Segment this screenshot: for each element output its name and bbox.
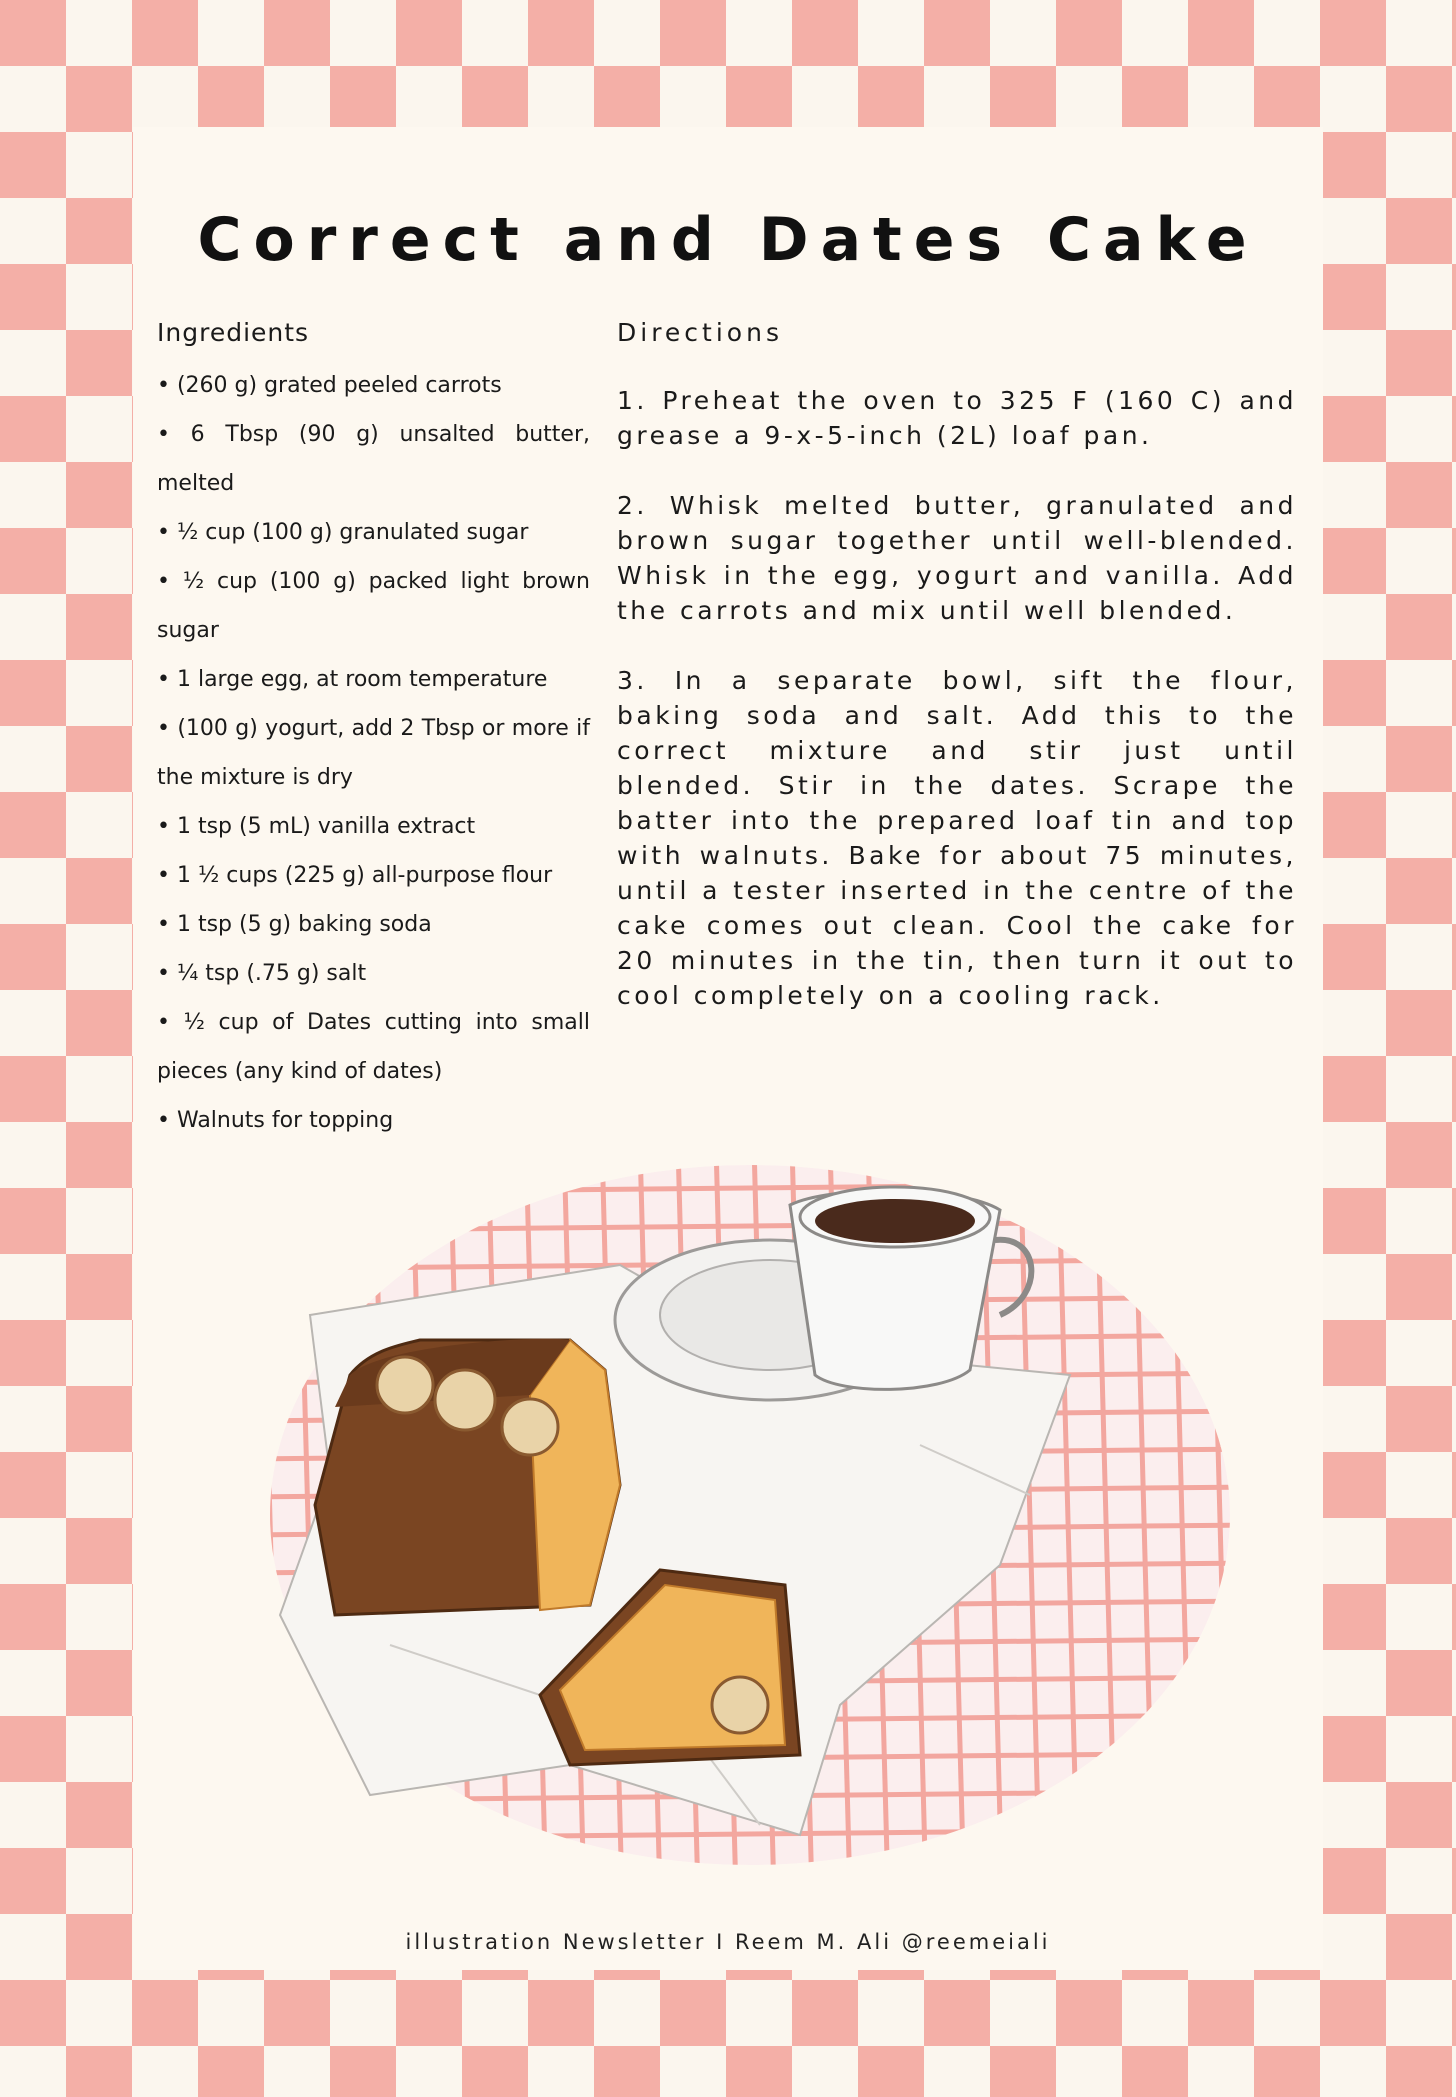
checker-square: [1452, 1056, 1456, 1122]
ingredient-item: • 1 tsp (5 g) baking soda: [157, 912, 432, 937]
ingredient-item: • 6 Tbsp (90 g) unsalted butter, melted: [157, 422, 590, 496]
checker-square: [66, 1386, 132, 1452]
directions-heading: Directions: [617, 318, 783, 347]
checker-square: [1320, 396, 1386, 462]
cloth-stripe: [1248, 1145, 1250, 1895]
checker-square: [1320, 924, 1386, 990]
checker-square: [1452, 924, 1456, 990]
checker-square: [1320, 1188, 1386, 1254]
checker-square: [462, 2046, 528, 2097]
checker-square: [396, 1980, 462, 2046]
checker-square: [1452, 1716, 1456, 1782]
checker-square: [264, 0, 330, 66]
checker-square: [1386, 990, 1452, 1056]
checker-square: [1188, 1980, 1254, 2046]
checker-square: [198, 66, 264, 132]
checker-square: [66, 462, 132, 528]
checker-square: [1452, 1188, 1456, 1254]
checker-square: [1188, 0, 1254, 66]
checker-square: [1320, 1320, 1386, 1386]
checker-square: [1386, 594, 1452, 660]
checker-square: [1386, 858, 1452, 924]
checker-square: [0, 792, 66, 858]
checker-square: [1320, 1980, 1386, 2046]
checker-square: [1122, 66, 1188, 132]
checker-square: [528, 1980, 594, 2046]
checker-square: [1122, 2046, 1188, 2097]
checker-square: [1386, 1254, 1452, 1320]
checker-square: [66, 858, 132, 924]
checker-square: [1320, 1716, 1386, 1782]
checker-square: [1320, 1848, 1386, 1914]
checker-square: [1452, 1452, 1456, 1518]
ingredient-item: • ½ cup of Dates cutting into small pieces (any kind of dates): [157, 1010, 590, 1084]
checker-square: [0, 0, 66, 66]
checker-square: [1386, 1518, 1452, 1584]
checker-square: [1320, 660, 1386, 726]
checker-square: [1386, 330, 1452, 396]
checker-square: [66, 594, 132, 660]
checker-square: [1320, 1056, 1386, 1122]
direction-step: 2. Whisk melted butter, granulated and brown sugar together until well-blended. Whisk in the egg, yogurt and vanilla. Add the carrots and mix until well blended.: [617, 491, 1297, 625]
checker-square: [66, 330, 132, 396]
checker-square: [1386, 1782, 1452, 1848]
checker-square: [726, 2046, 792, 2097]
checker-square: [1056, 1980, 1122, 2046]
checker-square: [1254, 2046, 1320, 2097]
checker-square: [0, 132, 66, 198]
checker-square: [1452, 132, 1456, 198]
checker-square: [858, 66, 924, 132]
ingredient-item: • 1 large egg, at room temperature: [157, 667, 548, 692]
checker-square: [0, 1056, 66, 1122]
checker-square: [1386, 66, 1452, 132]
checker-square: [1452, 1848, 1456, 1914]
checker-square: [66, 1650, 132, 1716]
checker-square: [594, 66, 660, 132]
checker-square: [396, 0, 462, 66]
ingredients-section: [157, 318, 590, 1145]
ingredient-item: • 1 tsp (5 mL) vanilla extract: [157, 814, 476, 839]
checker-square: [1320, 792, 1386, 858]
ingredient-item: • 1 ½ cups (225 g) all-purpose flour: [157, 863, 553, 888]
cake-illustration: [240, 1145, 1250, 1895]
checker-square: [330, 2046, 396, 2097]
checker-square: [0, 1980, 66, 2046]
checker-square: [66, 1254, 132, 1320]
checker-square: [924, 0, 990, 66]
checker-square: [1386, 1386, 1452, 1452]
checker-square: [66, 1122, 132, 1188]
checker-square: [1386, 462, 1452, 528]
checker-square: [198, 2046, 264, 2097]
checker-square: [660, 0, 726, 66]
ingredient-item: • ¼ tsp (.75 g) salt: [157, 961, 367, 986]
checker-square: [1386, 2046, 1452, 2097]
checker-square: [1056, 0, 1122, 66]
checker-square: [660, 1980, 726, 2046]
checker-square: [1320, 1584, 1386, 1650]
checker-square: [594, 2046, 660, 2097]
checker-square: [990, 2046, 1056, 2097]
checker-square: [0, 1452, 66, 1518]
checker-square: [0, 1188, 66, 1254]
checker-square: [792, 0, 858, 66]
checker-square: [0, 396, 66, 462]
checker-square: [726, 66, 792, 132]
checker-square: [1452, 396, 1456, 462]
checker-square: [1320, 0, 1386, 66]
checker-square: [1452, 1980, 1456, 2046]
checker-square: [1452, 0, 1456, 66]
checker-square: [0, 660, 66, 726]
checker-square: [1452, 528, 1456, 594]
checker-square: [1452, 1320, 1456, 1386]
checker-square: [1320, 1452, 1386, 1518]
checker-square: [462, 66, 528, 132]
loaf-cake: [315, 1339, 620, 1615]
checker-square: [66, 990, 132, 1056]
checker-square: [0, 528, 66, 594]
checker-square: [0, 1584, 66, 1650]
footer-credit: illustration Newsletter I Reem M. Ali @reemeiali: [405, 1930, 1051, 1954]
direction-step: 1. Preheat the oven to 325 F (160 C) and grease a 9-x-5-inch (2L) loaf pan.: [617, 386, 1297, 450]
checker-square: [132, 0, 198, 66]
checker-square: [924, 1980, 990, 2046]
direction-step: 3. In a separate bowl, sift the flour, baking soda and salt. Add this to the correct mixture and stir just until blended. Stir in the dates. Scrape the batter into the prepared loaf tin and top with walnuts. Bake for about 75 minutes, until a tester inserted in the centre of the cake comes out clean. Cool the cake for 20 minutes in the tin, then turn it out to cool completely on a cooling rack.: [617, 666, 1297, 1010]
checker-square: [132, 1980, 198, 2046]
checker-square: [1386, 1650, 1452, 1716]
ingredient-item: • ½ cup (100 g) granulated sugar: [157, 520, 529, 545]
checker-square: [858, 2046, 924, 2097]
checker-square: [0, 1716, 66, 1782]
checker-square: [264, 1980, 330, 2046]
checker-square: [66, 1518, 132, 1584]
ingredients-list: [157, 361, 590, 1145]
checker-square: [0, 1848, 66, 1914]
checker-square: [0, 1320, 66, 1386]
ingredient-item: • ½ cup (100 g) packed light brown sugar: [157, 569, 590, 643]
ingredient-item: • (260 g) grated peeled carrots: [157, 373, 502, 398]
checker-square: [1254, 66, 1320, 132]
checker-square: [66, 726, 132, 792]
cloth-stripe: [240, 1867, 1250, 1877]
directions-section: [617, 318, 1297, 1048]
ingredients-heading: Ingredients: [157, 318, 310, 347]
checker-square: [0, 924, 66, 990]
ingredient-item: • Walnuts for topping: [157, 1108, 394, 1133]
checker-square: [528, 0, 594, 66]
checker-square: [1386, 1122, 1452, 1188]
checker-square: [1452, 792, 1456, 858]
checker-square: [1452, 1584, 1456, 1650]
checker-square: [66, 66, 132, 132]
recipe-title: Correct and Dates Cake: [197, 205, 1259, 275]
ingredient-item: • (100 g) yogurt, add 2 Tbsp or more if the mixture is dry: [157, 716, 590, 790]
checker-square: [1452, 660, 1456, 726]
checker-square: [66, 2046, 132, 2097]
checker-square: [330, 66, 396, 132]
checker-square: [1320, 132, 1386, 198]
checker-square: [1386, 726, 1452, 792]
cloth-stripe: [240, 1145, 1250, 1155]
checker-square: [1320, 528, 1386, 594]
checker-square: [66, 1782, 132, 1848]
checker-square: [990, 66, 1056, 132]
checker-square: [792, 1980, 858, 2046]
